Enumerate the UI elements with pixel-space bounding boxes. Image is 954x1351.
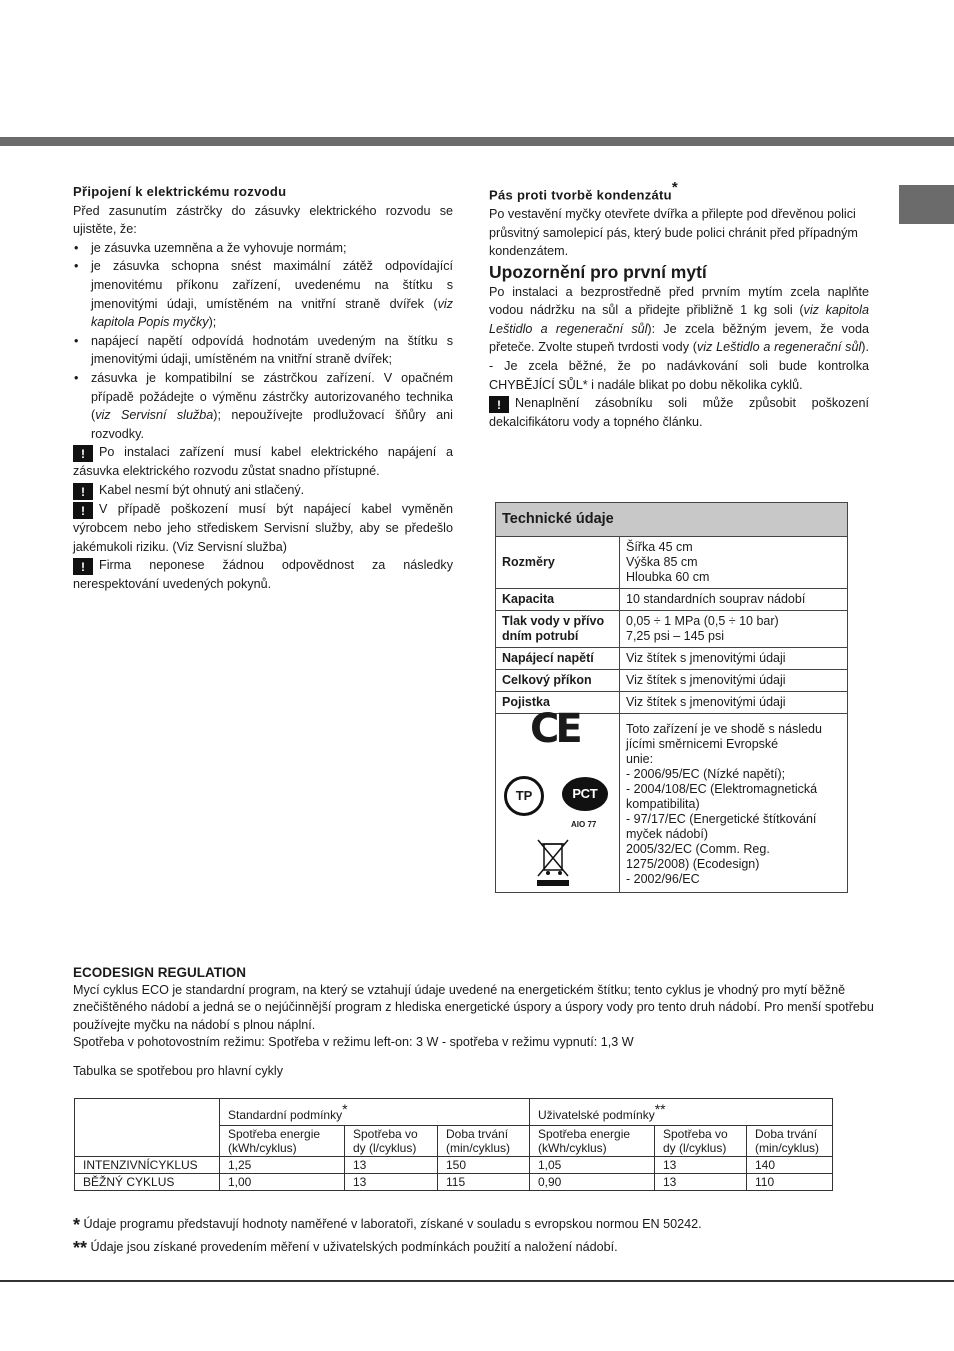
spec-value-line: 10 standardních souprav nádobí <box>626 592 806 606</box>
right-column <box>489 181 869 432</box>
empty-corner-cell <box>75 1099 220 1157</box>
table-cell: 115 <box>438 1174 530 1191</box>
first-wash-text: Po instalaci a bezprostředně před prvním mytím zcela naplňte vodou nádržku na sůl a přidejte přibližně 1 kg soli (viz kapitola Leštidlo a regenerační sůl): Je zcela běžným jevem, že voda přeteče. Zvolte stupeň tvrdosti vody (viz Leštidlo a regenerační sůl). - Je zcela běžné, že po nadávkování soli bude kontrolka CHYBĚJÍCÍ SŮL* i nadále blikat po dobu několika cyklů. <box>489 284 869 392</box>
table-row <box>75 1174 833 1191</box>
spec-label: Pojistka <box>496 692 620 714</box>
table-cell: 140 <box>747 1157 833 1174</box>
compliance-line: - 97/17/EC (Energetické štítkování <box>626 812 817 826</box>
spec-value-line: 7,25 psi – 145 psi <box>626 629 724 643</box>
warning-icon: ! <box>73 502 93 519</box>
technical-data-title: Technické údaje <box>496 503 848 537</box>
requirements-list <box>73 239 453 444</box>
compliance-line: jícími směrnicemi Evropské <box>626 737 779 751</box>
table-row <box>75 1157 833 1174</box>
compliance-line: Toto zařízení je ve shodě s následu <box>626 722 822 736</box>
warning-icon: ! <box>73 483 93 500</box>
condensation-strip-text: Po vestavění myčky otevřete dvířka a přilepte pod dřevěnou polici průsvitný samolepicí pás, který bude polici chránit před případným kondenzátem. <box>489 206 858 259</box>
spec-value-line: Šířka 45 cm <box>626 540 693 554</box>
warning-paragraph: ! V případě poškození musí být napájecí kabel vyměněn výrobcem nebo jeho střediskem Servisní služby, aby se předešlo jakémukoli riziku. (Viz Servisní služba) <box>73 501 453 554</box>
warning-paragraph: ! Po instalaci zařízení musí kabel elektrického napájení a zásuvka elektrického rozvodu zůstat snadno přístupné. <box>73 445 453 479</box>
footnote: ** Údaje jsou získané provedením měření v uživatelských podmínkách použití a naložení nádobí. <box>73 1238 618 1258</box>
compliance-line: - 2004/108/EC (Elektromagnetická <box>626 782 818 796</box>
spec-value <box>620 692 848 714</box>
spec-value-line: Viz štítek s jmenovitými údaji <box>626 651 786 665</box>
spec-value-line: 0,05 ÷ 1 MPa (0,5 ÷ 10 bar) <box>626 614 779 628</box>
spec-label: Napájecí napětí <box>496 648 620 670</box>
standard-conditions-header: Standardní podmínky* <box>220 1099 530 1126</box>
list-item: • napájecí napětí odpovídá hodnotám uvedeným na štítku s jmenovitými údaji, umístěném na vnitřní straně dvířek; <box>73 332 453 369</box>
list-item: • zásuvka je kompatibilní se zástrčkou zařízení. V opačném případě požádejte o výměnu zástrčky autorizovaného technika (viz Servisní služba); nepoužívejte prodlužovací šňůry ani rozvodky. <box>73 369 453 443</box>
column-header: Spotřeba energie (kWh/cyklus) <box>530 1126 655 1157</box>
spec-value <box>620 611 848 648</box>
spec-value-line: Viz štítek s jmenovitými údaji <box>626 673 786 687</box>
table-group-header <box>75 1099 833 1126</box>
certification-logos <box>496 706 620 893</box>
table-cell: 110 <box>747 1174 833 1191</box>
left-column <box>73 183 453 594</box>
column-header: Spotřeba energie (kWh/cyklus) <box>220 1126 345 1157</box>
technical-data-table <box>495 502 848 893</box>
consumption-table-caption: Tabulka se spotřebou pro hlavní cykly <box>73 1063 284 1078</box>
compliance-line: 2005/32/EC (Comm. Reg. <box>626 842 770 856</box>
spec-label: Celkový příkon <box>496 670 620 692</box>
compliance-row <box>496 714 848 893</box>
weee-crossed-bin-icon <box>536 838 570 888</box>
compliance-line: - 2006/95/EC (Nízké napětí); <box>626 767 786 781</box>
compliance-text <box>620 714 848 893</box>
spec-value <box>620 589 848 611</box>
spec-value-line: Hloubka 60 cm <box>626 570 710 584</box>
table-row <box>496 589 848 611</box>
spec-value <box>620 648 848 670</box>
spec-label: Tlak vody v přívo dním potrubí <box>496 611 620 648</box>
table-cell: 1,05 <box>530 1157 655 1174</box>
column-header: Spotřeba vo dy (l/cyklus) <box>345 1126 438 1157</box>
table-cell: 13 <box>345 1157 438 1174</box>
language-tab-marker <box>899 185 954 224</box>
warning-paragraph: ! Kabel nesmí být ohnutý ani stlačený. <box>73 481 453 500</box>
spec-value <box>620 537 848 589</box>
user-conditions-header: Uživatelské podmínky** <box>530 1099 833 1126</box>
footnote: * Údaje programu představují hodnoty naměřené v laboratoři, získané v souladu s evropskou normou EN 50242. <box>73 1215 702 1235</box>
ecodesign-heading: ECODESIGN REGULATION <box>73 965 247 980</box>
consumption-rows <box>75 1157 833 1191</box>
table-row <box>496 537 848 589</box>
warning-icon: ! <box>489 396 509 413</box>
column-header: Doba trvání (min/cyklus) <box>438 1126 530 1157</box>
eac-certification-icon: ТР <box>504 776 544 816</box>
ecodesign-text: Mycí cyklus ECO je standardní program, na který se vztahují údaje uvedené na energetickém štítku; tento cyklus je vhodný pro mytí běžně znečištěného nádobí a jedná se o nejúčinnější program z hlediska energetické úspory a úspory vody pro tento druh nádobí. Pro menší spotřebu používejte myčku na nádobí s plnou náplní. <box>73 982 874 1032</box>
table-row <box>496 611 848 648</box>
ecodesign-section <box>73 964 879 1081</box>
certification-code: AIO 77 <box>571 820 597 829</box>
cycle-name-cell: INTENZIVNÍCYKLUS <box>75 1157 220 1174</box>
warning-icon: ! <box>73 558 93 575</box>
standby-consumption-text: Spotřeba v pohotovostním režimu: Spotřeba v režimu left-on: 3 W - spotřeba v režimu vypnutí: 1,3 W <box>73 1035 634 1050</box>
footnotes <box>73 1213 702 1259</box>
first-wash-heading: Upozornění pro první mytí <box>489 261 707 282</box>
table-cell: 0,90 <box>530 1174 655 1191</box>
gost-certification-icon: РСТ <box>562 777 608 811</box>
ce-mark-icon: CE <box>530 706 579 752</box>
table-cell: 13 <box>655 1157 747 1174</box>
bottom-rule <box>0 1280 954 1282</box>
column-header: Doba trvání (min/cyklus) <box>747 1126 833 1157</box>
warning-paragraph: ! Firma neponese žádnou odpovědnost za následky nerespektování uvedených pokynů. <box>73 558 453 592</box>
consumption-table <box>74 1098 833 1191</box>
spec-value <box>620 670 848 692</box>
table-row <box>496 648 848 670</box>
list-item: • je zásuvka schopna snést maximální zátěž odpovídající jmenovitému příkonu zařízení, uvedenému na štítku s jmenovitými údaji, umístěném na vnitřní straně dvířek (viz kapitola Popis myčky); <box>73 257 453 331</box>
table-header-row <box>496 503 848 537</box>
list-item: • je zásuvka uzemněna a že vyhovuje normám; <box>73 239 453 258</box>
table-row <box>496 670 848 692</box>
compliance-line: - 2002/96/EC <box>626 872 700 886</box>
column-header: Spotřeba vo dy (l/cyklus) <box>655 1126 747 1157</box>
table-cell: 1,25 <box>220 1157 345 1174</box>
spec-value-line: Viz štítek s jmenovitými údaji <box>626 695 786 709</box>
compliance-line: kompatibilita) <box>626 797 700 811</box>
compliance-line: myček nádobí) <box>626 827 708 841</box>
spec-label: Rozměry <box>496 537 620 589</box>
table-cell: 1,00 <box>220 1174 345 1191</box>
table-cell: 13 <box>345 1174 438 1191</box>
table-cell: 150 <box>438 1157 530 1174</box>
warning-paragraph: ! Nenaplnění zásobníku soli může způsobit poškození dekalcifikátoru vody a topného článku. <box>489 396 869 430</box>
table-cell: 13 <box>655 1174 747 1191</box>
cycle-name-cell: BĚŽNÝ CYKLUS <box>75 1174 220 1191</box>
technical-data-body <box>496 537 848 714</box>
compliance-line: 1275/2008) (Ecodesign) <box>626 857 760 871</box>
electric-connection-heading: Připojení k elektrickému rozvodu <box>73 184 287 199</box>
condensation-strip-heading: Pás proti tvorbě kondenzátu* <box>489 179 679 203</box>
warning-icon: ! <box>73 445 93 462</box>
compliance-line: unie: <box>626 752 654 766</box>
electric-intro: Před zasunutím zástrčky do zásuvky elektrického rozvodu se ujistěte, že: <box>73 203 453 237</box>
spec-label: Kapacita <box>496 589 620 611</box>
top-decorative-bar <box>0 137 954 146</box>
spec-value-line: Výška 85 cm <box>626 555 698 569</box>
